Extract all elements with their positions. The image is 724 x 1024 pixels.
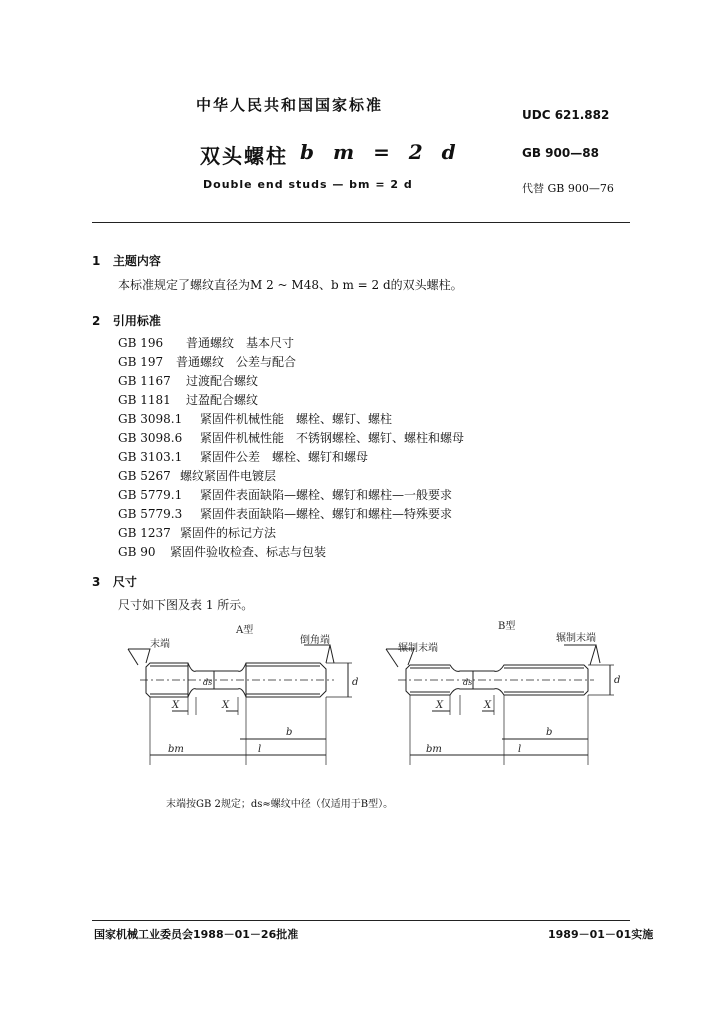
title-formula: b m = 2 d xyxy=(300,140,462,164)
b-d-label: d xyxy=(614,675,621,686)
a-right-end-label: 倒角端 xyxy=(300,635,330,646)
section-2-number: 2 xyxy=(92,314,101,328)
section-2-heading xyxy=(92,312,161,329)
reference-item: GB 196 普通螺纹 基本尺寸 xyxy=(118,336,295,350)
a-d-label: d xyxy=(352,677,359,688)
b-type-label: B型 xyxy=(498,621,516,632)
b-bm-label: bm xyxy=(426,744,442,755)
section-1-heading xyxy=(92,252,161,269)
stud-figure xyxy=(0,615,724,820)
b-x-left-label: X xyxy=(436,700,444,711)
figure-note: 末端按GB 2规定；ds≈螺纹中径（仅适用于B型）。 xyxy=(166,799,394,810)
reference-item: GB 1181 过盈配合螺纹 xyxy=(118,393,259,407)
replaces-note: 代替 GB 900—76 xyxy=(522,182,614,195)
b-x-right-label: X xyxy=(484,700,492,711)
reference-item: GB 3103.1 紧固件公差 螺栓、螺钉和螺母 xyxy=(118,450,369,464)
udc-code: UDC 621.882 xyxy=(522,108,610,122)
b-type-stud-drawing xyxy=(386,645,614,765)
section-2-title: 引用标准 xyxy=(112,314,161,328)
issuer-line: 国家机械工业委员会1988－01－26批准 xyxy=(94,928,299,941)
reference-item: GB 5779.1 紧固件表面缺陷—螺栓、螺钉和螺柱—一般要求 xyxy=(118,488,453,502)
b-ds-label: ds xyxy=(463,678,473,687)
section-1-number: 1 xyxy=(92,254,101,268)
footer-rule xyxy=(92,920,630,921)
a-x-right-label: X xyxy=(222,700,230,711)
gb-number: GB 900—88 xyxy=(522,146,599,160)
header-rule xyxy=(92,222,630,223)
a-left-end-label: 末端 xyxy=(150,639,170,650)
a-ds-label: ds xyxy=(203,678,213,687)
section-3-heading xyxy=(92,573,137,590)
reference-item: GB 3098.6 紧固件机械性能 不锈钢螺栓、螺钉、螺柱和螺母 xyxy=(118,431,465,445)
reference-item: GB 197 普通螺纹 公差与配合 xyxy=(118,355,297,369)
a-type-label: A型 xyxy=(236,625,254,636)
a-bm-label: bm xyxy=(168,744,184,755)
reference-item: GB 5267 螺纹紧固件电镀层 xyxy=(118,469,277,483)
doc-title: 双头螺柱 xyxy=(200,144,288,168)
english-title: Double end studs — bm = 2 d xyxy=(203,178,413,191)
b-b-label: b xyxy=(546,727,553,738)
a-b-label: b xyxy=(286,727,293,738)
standard-org: 中华人民共和国国家标准 xyxy=(196,96,384,114)
reference-item: GB 1167 过渡配合螺纹 xyxy=(118,374,259,388)
effective-date: 1989－01－01实施 xyxy=(548,928,654,941)
a-l-label: l xyxy=(258,744,262,755)
reference-item: GB 3098.1 紧固件机械性能 螺栓、螺钉、螺柱 xyxy=(118,412,393,426)
section-1-title: 主题内容 xyxy=(112,254,161,268)
b-right-end-label: 辗制末端 xyxy=(556,633,596,644)
reference-item: GB 90 紧固件验收检查、标志与包装 xyxy=(118,545,327,559)
a-type-stud-drawing xyxy=(128,645,352,765)
section-3-number: 3 xyxy=(92,575,101,589)
section-3-text: 尺寸如下图及表 1 所示。 xyxy=(118,598,254,612)
a-x-left-label: X xyxy=(172,700,180,711)
section-3-title: 尺寸 xyxy=(112,575,137,589)
b-left-end-label: 辗制末端 xyxy=(398,643,438,654)
b-l-label: l xyxy=(518,744,522,755)
section-1-text: 本标准规定了螺纹直径为M 2 ~ M48、b m = 2 d的双头螺柱。 xyxy=(118,278,463,292)
reference-item: GB 1237 紧固件的标记方法 xyxy=(118,526,277,540)
reference-item: GB 5779.3 紧固件表面缺陷—螺栓、螺钉和螺柱—特殊要求 xyxy=(118,507,453,521)
